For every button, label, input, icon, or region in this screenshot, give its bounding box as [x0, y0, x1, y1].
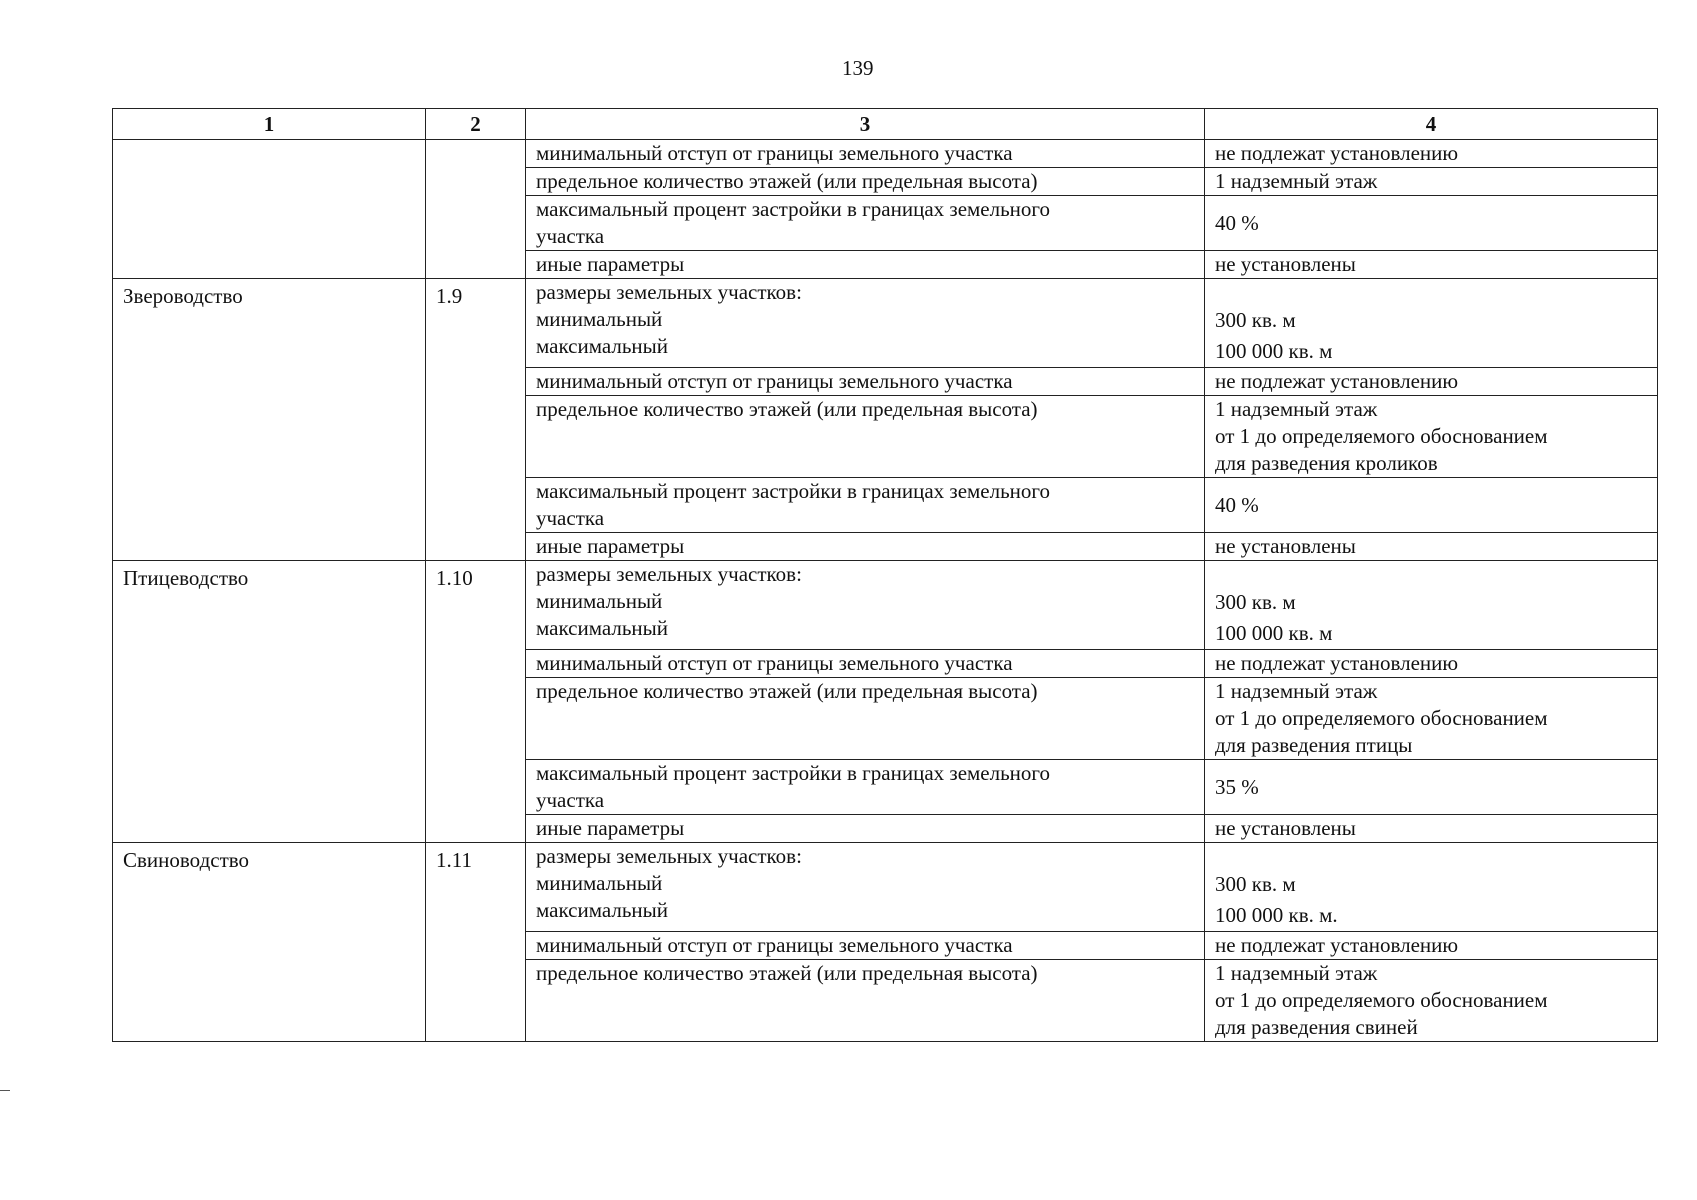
size-value-cell — [1205, 279, 1658, 368]
regulations-table — [112, 108, 1658, 1042]
param-line: максимальный процент застройки в границах земельного — [536, 761, 1051, 785]
param-cell: иные параметры — [526, 815, 1205, 843]
param-cell: предельное количество этажей (или предельная высота) — [526, 396, 1205, 478]
size-value-cell — [1205, 843, 1658, 932]
param-line: максимальный процент застройки в границах земельного — [536, 197, 1051, 221]
size-label: размеры земельных участков: — [536, 280, 802, 304]
margin-mark — [0, 1090, 10, 1091]
param-cell: минимальный отступ от границы земельного участка — [526, 368, 1205, 396]
param-cell — [526, 196, 1205, 251]
header-col-3: 3 — [526, 109, 1205, 140]
land-use-name: Свиноводство — [113, 843, 426, 1042]
value-cell: 1 надземный этаж — [1205, 168, 1658, 196]
table-row — [113, 140, 1658, 168]
value-cell: не подлежат установлению — [1205, 140, 1658, 168]
param-cell: предельное количество этажей (или предельная высота) — [526, 960, 1205, 1042]
size-max-value: 100 000 кв. м — [1215, 339, 1333, 363]
value-cell: не установлены — [1205, 251, 1658, 279]
continuation-code-cell — [426, 140, 526, 279]
header-col-4: 4 — [1205, 109, 1658, 140]
size-max-label: максимальный — [536, 616, 668, 640]
header-col-1: 1 — [113, 109, 426, 140]
param-line: максимальный процент застройки в границах земельного — [536, 479, 1051, 503]
land-use-code: 1.11 — [426, 843, 526, 1042]
value-line: 1 надземный этаж — [1215, 397, 1378, 421]
table-row — [113, 843, 1658, 932]
value-line: 1 надземный этаж — [1215, 679, 1378, 703]
value-cell — [1205, 960, 1658, 1042]
size-max-label: максимальный — [536, 898, 668, 922]
param-cell: предельное количество этажей (или предельная высота) — [526, 168, 1205, 196]
param-line: участка — [536, 788, 605, 812]
size-max-value: 100 000 кв. м. — [1215, 903, 1338, 927]
param-cell: минимальный отступ от границы земельного участка — [526, 932, 1205, 960]
value-line: от 1 до определяемого обоснованием — [1215, 706, 1548, 730]
table-row — [113, 561, 1658, 650]
size-min-label: минимальный — [536, 307, 663, 331]
param-cell: минимальный отступ от границы земельного участка — [526, 140, 1205, 168]
size-min-value: 300 кв. м — [1215, 872, 1296, 896]
param-cell: предельное количество этажей (или предельная высота) — [526, 678, 1205, 760]
value-cell: не установлены — [1205, 815, 1658, 843]
param-cell: иные параметры — [526, 533, 1205, 561]
header-col-2: 2 — [426, 109, 526, 140]
land-use-code: 1.9 — [426, 279, 526, 561]
param-cell — [526, 760, 1205, 815]
continuation-name-cell — [113, 140, 426, 279]
land-use-name: Птицеводство — [113, 561, 426, 843]
size-param-cell — [526, 843, 1205, 932]
size-param-cell — [526, 561, 1205, 650]
size-max-value: 100 000 кв. м — [1215, 621, 1333, 645]
land-use-name: Звероводство — [113, 279, 426, 561]
size-param-cell — [526, 279, 1205, 368]
param-line: участка — [536, 506, 605, 530]
table-row — [113, 279, 1658, 368]
table-header-row — [113, 109, 1658, 140]
value-line: для разведения свиней — [1215, 1015, 1418, 1039]
size-min-value: 300 кв. м — [1215, 308, 1296, 332]
size-min-value: 300 кв. м — [1215, 590, 1296, 614]
value-cell: не подлежат установлению — [1205, 932, 1658, 960]
size-label: размеры земельных участков: — [536, 562, 802, 586]
size-min-label: минимальный — [536, 871, 663, 895]
value-cell: 40 % — [1205, 478, 1658, 533]
value-cell — [1205, 678, 1658, 760]
value-line: для разведения птицы — [1215, 733, 1413, 757]
value-cell: не подлежат установлению — [1205, 368, 1658, 396]
page-number: 139 — [842, 56, 874, 80]
param-line: участка — [536, 224, 605, 248]
value-line: от 1 до определяемого обоснованием — [1215, 988, 1548, 1012]
value-cell: не установлены — [1205, 533, 1658, 561]
value-line: 1 надземный этаж — [1215, 961, 1378, 985]
size-value-cell — [1205, 561, 1658, 650]
param-cell — [526, 478, 1205, 533]
size-label: размеры земельных участков: — [536, 844, 802, 868]
param-cell: минимальный отступ от границы земельного участка — [526, 650, 1205, 678]
param-cell: иные параметры — [526, 251, 1205, 279]
land-use-code: 1.10 — [426, 561, 526, 843]
size-max-label: максимальный — [536, 334, 668, 358]
value-line: от 1 до определяемого обоснованием — [1215, 424, 1548, 448]
value-cell: 35 % — [1205, 760, 1658, 815]
value-cell — [1205, 396, 1658, 478]
value-cell: не подлежат установлению — [1205, 650, 1658, 678]
value-line: для разведения кроликов — [1215, 451, 1438, 475]
size-min-label: минимальный — [536, 589, 663, 613]
value-cell: 40 % — [1205, 196, 1658, 251]
